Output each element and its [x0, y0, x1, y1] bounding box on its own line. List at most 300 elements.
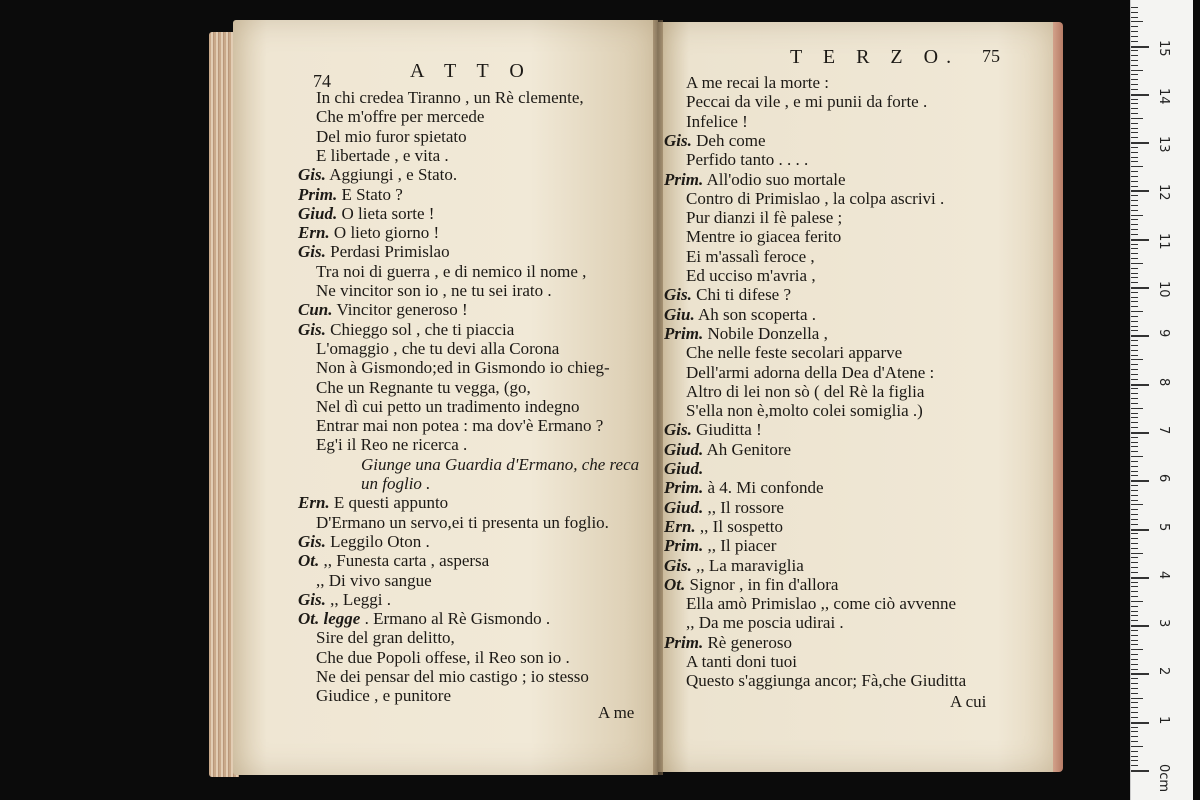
ruler-tick	[1131, 393, 1138, 394]
line-text: Ella amò Primislao ,, come ciò avvenne	[686, 594, 957, 614]
ruler-tick	[1131, 514, 1138, 515]
ruler-tick	[1131, 480, 1149, 482]
ruler-tick	[1131, 123, 1138, 124]
text-line	[298, 223, 439, 243]
ruler-tick	[1131, 582, 1138, 583]
text-line	[316, 435, 467, 455]
line-text: Entrar mai non potea : ma dov'è Ermano ?	[316, 416, 604, 436]
ruler-tick	[1131, 181, 1138, 182]
text-line	[316, 416, 603, 436]
text-line	[686, 150, 808, 170]
ruler-tick	[1131, 731, 1138, 732]
ruler-tick	[1131, 533, 1138, 534]
ruler-tick	[1131, 485, 1138, 486]
ruler-tick	[1131, 475, 1138, 476]
ruler-label: 3	[1156, 619, 1171, 628]
ruler-tick	[1131, 118, 1143, 119]
speaker-label: Prim.	[664, 169, 704, 189]
ruler-tick	[1131, 282, 1138, 283]
ruler-tick	[1131, 374, 1138, 375]
line-text: D'Ermano un servo,ei ti presenta un foglio.	[316, 512, 609, 532]
ruler-tick	[1131, 601, 1143, 602]
text-line	[316, 378, 531, 398]
ruler-tick	[1131, 152, 1138, 153]
line-text: Vincitor generoso !	[336, 300, 468, 320]
ruler-tick	[1131, 586, 1138, 587]
ruler-tick	[1131, 244, 1138, 245]
ruler-tick	[1131, 611, 1138, 612]
ruler-tick	[1131, 12, 1138, 13]
ruler-label: 4	[1156, 570, 1171, 580]
line-text: Nobile Donzella ,	[707, 323, 828, 343]
text-line	[316, 262, 586, 282]
ruler-tick	[1131, 306, 1138, 307]
ruler-label: 15	[1156, 39, 1171, 57]
ruler-tick	[1131, 741, 1138, 742]
ruler-tick	[1131, 553, 1143, 554]
line-text: Ed ucciso m'avria ,	[686, 266, 816, 285]
speaker-label: Prim.	[664, 632, 704, 652]
ruler-tick	[1131, 427, 1138, 428]
line-text: Che m'offre per mercede	[316, 107, 485, 127]
right-page-edge	[1053, 22, 1063, 772]
line-text: ,, Leggi .	[330, 589, 392, 609]
ruler-tick	[1131, 504, 1143, 505]
ruler-tick	[1131, 698, 1143, 699]
text-line	[298, 609, 550, 629]
line-text: Che un Regnante tu vegga, (go,	[316, 377, 531, 397]
ruler-tick	[1131, 205, 1138, 206]
line-text: Leggilo Oton .	[330, 531, 430, 551]
text-line	[361, 455, 639, 475]
left-running-head: A T T O	[410, 60, 532, 82]
ruler-tick	[1131, 557, 1138, 558]
line-text: Mentre io giacea ferito	[686, 227, 842, 247]
ruler-tick	[1131, 7, 1138, 8]
ruler-tick	[1131, 321, 1138, 322]
ruler-tick	[1131, 89, 1138, 90]
speaker-label: Ern.	[298, 493, 330, 513]
speaker-label: Gis.	[298, 242, 326, 262]
ruler-tick	[1131, 17, 1138, 18]
speaker-label: Prim.	[664, 478, 704, 498]
left-catchword: A me	[598, 703, 635, 722]
ruler-tick	[1131, 161, 1138, 162]
ruler-tick	[1131, 253, 1138, 254]
text-line	[664, 478, 824, 498]
ruler-tick	[1131, 147, 1138, 148]
line-text: Perfido tanto . . . .	[686, 150, 809, 170]
text-line	[316, 571, 432, 591]
ruler-tick	[1131, 239, 1149, 241]
ruler-tick	[1131, 379, 1138, 380]
ruler-tick	[1131, 384, 1149, 386]
line-text: ,, Il sospetto	[699, 516, 784, 536]
speaker-label: Gis.	[664, 285, 692, 305]
ruler-tick	[1131, 224, 1138, 225]
ruler-tick	[1131, 654, 1138, 655]
text-line	[361, 474, 430, 494]
speaker-label: Ot.	[664, 574, 686, 594]
ruler-tick	[1131, 46, 1149, 48]
ruler-tick	[1131, 649, 1143, 650]
ruler-tick	[1131, 26, 1138, 27]
ruler-tick	[1131, 99, 1138, 100]
ruler-tick	[1131, 683, 1138, 684]
ruler-tick	[1131, 340, 1138, 341]
ruler-tick	[1131, 388, 1138, 389]
line-text: Pur dianzi il fè palese ;	[686, 208, 843, 228]
line-text: ,, Il piacer	[707, 536, 777, 556]
ruler-label: 13	[1156, 136, 1171, 153]
line-text: Dell'armi adorna della Dea d'Atene :	[686, 362, 935, 382]
speaker-label: Giud.	[664, 439, 704, 459]
speaker-label: Gis.	[298, 531, 326, 551]
ruler-tick	[1131, 417, 1138, 418]
line-text: Altro di lei non sò ( del Rè la figlia	[686, 381, 925, 401]
ruler-tick	[1131, 166, 1143, 167]
ruler-tick	[1131, 50, 1138, 51]
text-line	[664, 536, 776, 556]
ruler-tick	[1131, 79, 1138, 80]
line-text: Deh come	[696, 130, 766, 150]
ruler-label: 9	[1156, 329, 1171, 338]
ruler-label: 12	[1156, 184, 1171, 201]
text-line	[686, 382, 924, 402]
ruler-tick	[1131, 760, 1138, 761]
text-line	[298, 185, 403, 205]
text-line	[686, 208, 842, 228]
ruler-tick	[1131, 215, 1143, 216]
text-line	[664, 556, 804, 576]
ruler-tick	[1131, 248, 1138, 249]
ruler-tick	[1131, 751, 1138, 752]
line-text: A tanti doni tuoi	[686, 652, 797, 671]
ruler-tick	[1131, 529, 1149, 531]
ruler-tick	[1131, 132, 1138, 133]
ruler-tick	[1131, 538, 1138, 539]
ruler-label: 8	[1156, 377, 1171, 386]
ruler-tick	[1131, 717, 1138, 718]
ruler-tick	[1131, 572, 1138, 573]
ruler-label: 6	[1156, 474, 1171, 483]
text-line	[686, 92, 927, 112]
ruler-label: 5	[1156, 522, 1171, 531]
text-line	[664, 420, 762, 440]
ruler-tick	[1131, 195, 1138, 196]
speaker-label: Gis.	[298, 589, 326, 609]
speaker-label: Prim.	[664, 323, 704, 343]
line-text: Ah son scoperta .	[698, 304, 817, 324]
text-line	[664, 285, 791, 305]
text-line	[664, 131, 766, 151]
line-text: O lieto giorno !	[333, 223, 440, 243]
line-text: Rè generoso	[707, 632, 792, 652]
ruler-tick	[1131, 200, 1138, 201]
line-text: Questo s'aggiunga ancor; Fà,che Giuditta	[686, 671, 967, 691]
text-line	[316, 358, 610, 378]
ruler-tick	[1131, 688, 1138, 689]
ruler-tick	[1131, 330, 1138, 331]
ruler-tick	[1131, 678, 1138, 679]
line-text: A me recai la morte :	[686, 73, 830, 92]
speaker-label: Ern.	[664, 516, 696, 536]
text-line	[686, 613, 844, 633]
speaker-label: Gis.	[664, 420, 692, 440]
text-line	[316, 281, 552, 301]
ruler-tick	[1131, 770, 1149, 772]
line-text: Ei m'assalì feroce ,	[686, 246, 815, 266]
ruler-tick	[1131, 31, 1138, 32]
text-line	[316, 513, 609, 533]
line-text: Nel dì cui petto un tradimento indegno	[316, 396, 580, 416]
ruler-tick	[1131, 268, 1138, 269]
speaker-label: Gis.	[664, 555, 692, 575]
line-text: Ne vincitor son io , ne tu sei irato .	[316, 281, 552, 300]
line-text: Infelice !	[686, 111, 748, 131]
line-text: ,, La maraviglia	[696, 555, 804, 575]
ruler-tick	[1131, 350, 1138, 351]
text-line	[316, 107, 484, 127]
ruler-tick	[1131, 673, 1149, 675]
ruler-tick	[1131, 756, 1138, 757]
line-text: In chi credea Tiranno , un Rè clemente,	[316, 88, 584, 107]
text-line	[664, 517, 783, 537]
line-text: O lieta sorte !	[341, 203, 435, 223]
text-line	[316, 127, 467, 147]
ruler-tick	[1131, 577, 1149, 579]
text-line	[298, 204, 434, 224]
ruler-tick	[1131, 326, 1138, 327]
line-text: Che nelle feste secolari apparve	[686, 343, 903, 363]
ruler-tick	[1131, 70, 1143, 71]
ruler-tick	[1131, 277, 1138, 278]
ruler-tick	[1131, 190, 1149, 192]
ruler-tick	[1131, 408, 1143, 409]
ruler-tick	[1131, 359, 1143, 360]
line-text: ,, Da me poscia udirai .	[686, 613, 844, 633]
ruler-tick	[1131, 615, 1138, 616]
line-text: Del mio furor spietato	[316, 126, 467, 146]
ruler-tick	[1131, 722, 1149, 724]
text-line	[686, 112, 748, 132]
line-text: ,, Il rossore	[707, 497, 784, 517]
speaker-label: Prim.	[298, 184, 338, 204]
ruler-label: 7	[1156, 425, 1171, 435]
ruler-tick	[1131, 335, 1149, 337]
left-page-number: 74	[313, 71, 331, 91]
ruler-tick	[1131, 461, 1138, 462]
right-page-number: 75	[982, 46, 1000, 66]
ruler-label: 0cm	[1156, 764, 1171, 793]
ruler-tick	[1131, 171, 1138, 172]
line-text: Giunge una Guardia d'Ermano, che reca	[361, 454, 640, 474]
ruler-tick	[1131, 292, 1138, 293]
ruler-tick	[1131, 524, 1138, 525]
text-line	[686, 594, 956, 614]
right-catchword: A cui	[950, 692, 987, 711]
speaker-label: Gis.	[664, 130, 692, 150]
speaker-label: Giu.	[664, 304, 695, 324]
ruler-tick	[1131, 398, 1138, 399]
text-line	[686, 266, 816, 286]
line-text: Tra noi di guerra , e di nemico il nome ,	[316, 261, 587, 281]
line-text: E Stato ?	[341, 184, 403, 204]
ruler-tick	[1131, 437, 1138, 438]
ruler-tick	[1131, 263, 1143, 264]
ruler-tick	[1131, 490, 1138, 491]
line-text: L'omaggio , che tu devi alla Corona	[316, 338, 560, 358]
ruler-tick	[1131, 432, 1149, 434]
ruler-tick	[1131, 765, 1138, 766]
ruler-tick	[1131, 186, 1138, 187]
ruler-label: 14	[1156, 87, 1171, 105]
line-text: Ah Genitore	[706, 439, 792, 459]
ruler-tick	[1131, 630, 1138, 631]
ruler-tick	[1131, 316, 1138, 317]
line-text: S'ella non è,molto colei somiglia .)	[686, 401, 923, 421]
ruler-tick	[1131, 500, 1138, 501]
ruler-tick	[1131, 74, 1138, 75]
ruler-tick	[1131, 519, 1138, 520]
line-text: E questi appunto	[333, 493, 449, 513]
text-line	[686, 247, 815, 267]
ruler-tick	[1131, 234, 1138, 235]
line-text: Ne dei pensar del mio castigo ; io stesso	[316, 667, 589, 686]
ruler-tick	[1131, 495, 1138, 496]
text-line	[686, 227, 841, 247]
ruler-tick	[1131, 142, 1149, 144]
text-line	[316, 397, 579, 417]
text-line	[664, 633, 792, 653]
line-text: . Ermano al Rè Gismondo .	[364, 609, 551, 629]
ruler-tick	[1131, 746, 1143, 747]
ruler-tick	[1131, 562, 1138, 563]
ruler-tick	[1131, 644, 1138, 645]
ruler-tick	[1131, 301, 1138, 302]
ruler-tick	[1131, 625, 1149, 627]
ruler-tick	[1131, 471, 1138, 472]
text-line	[664, 498, 784, 518]
ruler-tick	[1131, 442, 1138, 443]
text-line	[298, 300, 468, 320]
ruler-tick	[1131, 84, 1138, 85]
text-line	[664, 440, 791, 460]
speaker-label: Ot. legge	[298, 609, 361, 629]
ruler-tick	[1131, 659, 1138, 660]
speaker-label: Prim.	[664, 536, 704, 556]
line-text: ,, Di vivo sangue	[316, 570, 432, 590]
ruler-tick	[1131, 137, 1138, 138]
ruler-tick	[1131, 591, 1138, 592]
text-line	[316, 648, 570, 668]
ruler-tick	[1131, 364, 1138, 365]
ruler-tick	[1131, 229, 1138, 230]
ruler-tick	[1131, 669, 1138, 670]
line-text: Chi ti difese ?	[696, 285, 792, 305]
text-line	[298, 320, 514, 340]
ruler-tick	[1131, 446, 1138, 447]
right-running-head: T E R Z O.	[790, 46, 960, 68]
ruler-tick	[1131, 509, 1138, 510]
ruler-tick	[1131, 596, 1138, 597]
ruler-tick	[1131, 727, 1138, 728]
ruler-tick	[1131, 273, 1138, 274]
line-text: Perdasi Primislao	[330, 242, 450, 262]
line-text: Eg'i il Reo ne ricerca .	[316, 435, 468, 455]
ruler-label: 1	[1156, 715, 1171, 724]
ruler-tick	[1131, 369, 1138, 370]
line-text: un foglio .	[361, 474, 431, 493]
ruler-tick	[1131, 103, 1138, 104]
line-text: All'odio suo mortale	[706, 169, 846, 189]
ruler-tick	[1131, 451, 1138, 452]
text-line	[316, 667, 589, 687]
ruler-tick	[1131, 21, 1143, 22]
text-line	[298, 532, 430, 552]
ruler-tick	[1131, 693, 1138, 694]
ruler-tick	[1131, 403, 1138, 404]
ruler-tick	[1131, 176, 1138, 177]
speaker-label: Cun.	[298, 300, 333, 320]
text-line	[298, 590, 391, 610]
text-line	[686, 189, 944, 209]
line-text: ,, Funesta carta , aspersa	[323, 551, 490, 571]
ruler-tick	[1131, 702, 1138, 703]
line-text: Giudice , e punitore	[316, 686, 452, 706]
ruler-tick	[1131, 210, 1138, 211]
ruler-tick	[1131, 736, 1138, 737]
ruler-tick	[1131, 219, 1138, 220]
ruler-tick	[1131, 128, 1138, 129]
speaker-label: Giud.	[664, 459, 704, 478]
book-gutter	[653, 20, 663, 775]
line-text: Sire del gran delitto,	[316, 628, 455, 648]
ruler-tick	[1131, 297, 1138, 298]
speaker-label: Gis.	[298, 165, 326, 185]
text-line	[316, 339, 559, 359]
ruler-tick	[1131, 712, 1138, 713]
ruler-tick	[1131, 422, 1138, 423]
text-line	[686, 401, 923, 421]
text-line	[316, 88, 584, 108]
text-line	[686, 73, 829, 93]
text-line	[316, 686, 451, 706]
speaker-label: Gis.	[298, 319, 326, 339]
line-text: à 4. Mi confonde	[707, 478, 824, 498]
line-text: Peccai da vile , e mi punii da forte .	[686, 92, 928, 112]
ruler-tick	[1131, 113, 1138, 114]
ruler-tick	[1131, 413, 1138, 414]
ruler-tick	[1131, 635, 1138, 636]
line-text: Contro di Primislao , la colpa ascrivi .	[686, 188, 945, 208]
ruler-tick	[1131, 94, 1149, 96]
text-line	[686, 671, 966, 691]
ruler-tick	[1131, 55, 1138, 56]
line-text: Chieggo sol , che ti piaccia	[330, 319, 515, 339]
text-line	[298, 551, 489, 571]
ruler-tick	[1131, 355, 1138, 356]
ruler-label: 2	[1156, 667, 1171, 676]
text-line	[298, 242, 450, 262]
line-text: Giuditta !	[696, 420, 762, 440]
ruler-tick	[1131, 640, 1138, 641]
speaker-label: Ot.	[298, 551, 320, 571]
ruler-tick	[1131, 707, 1138, 708]
text-line	[686, 652, 797, 672]
ruler-tick	[1131, 36, 1138, 37]
text-line	[664, 459, 703, 479]
